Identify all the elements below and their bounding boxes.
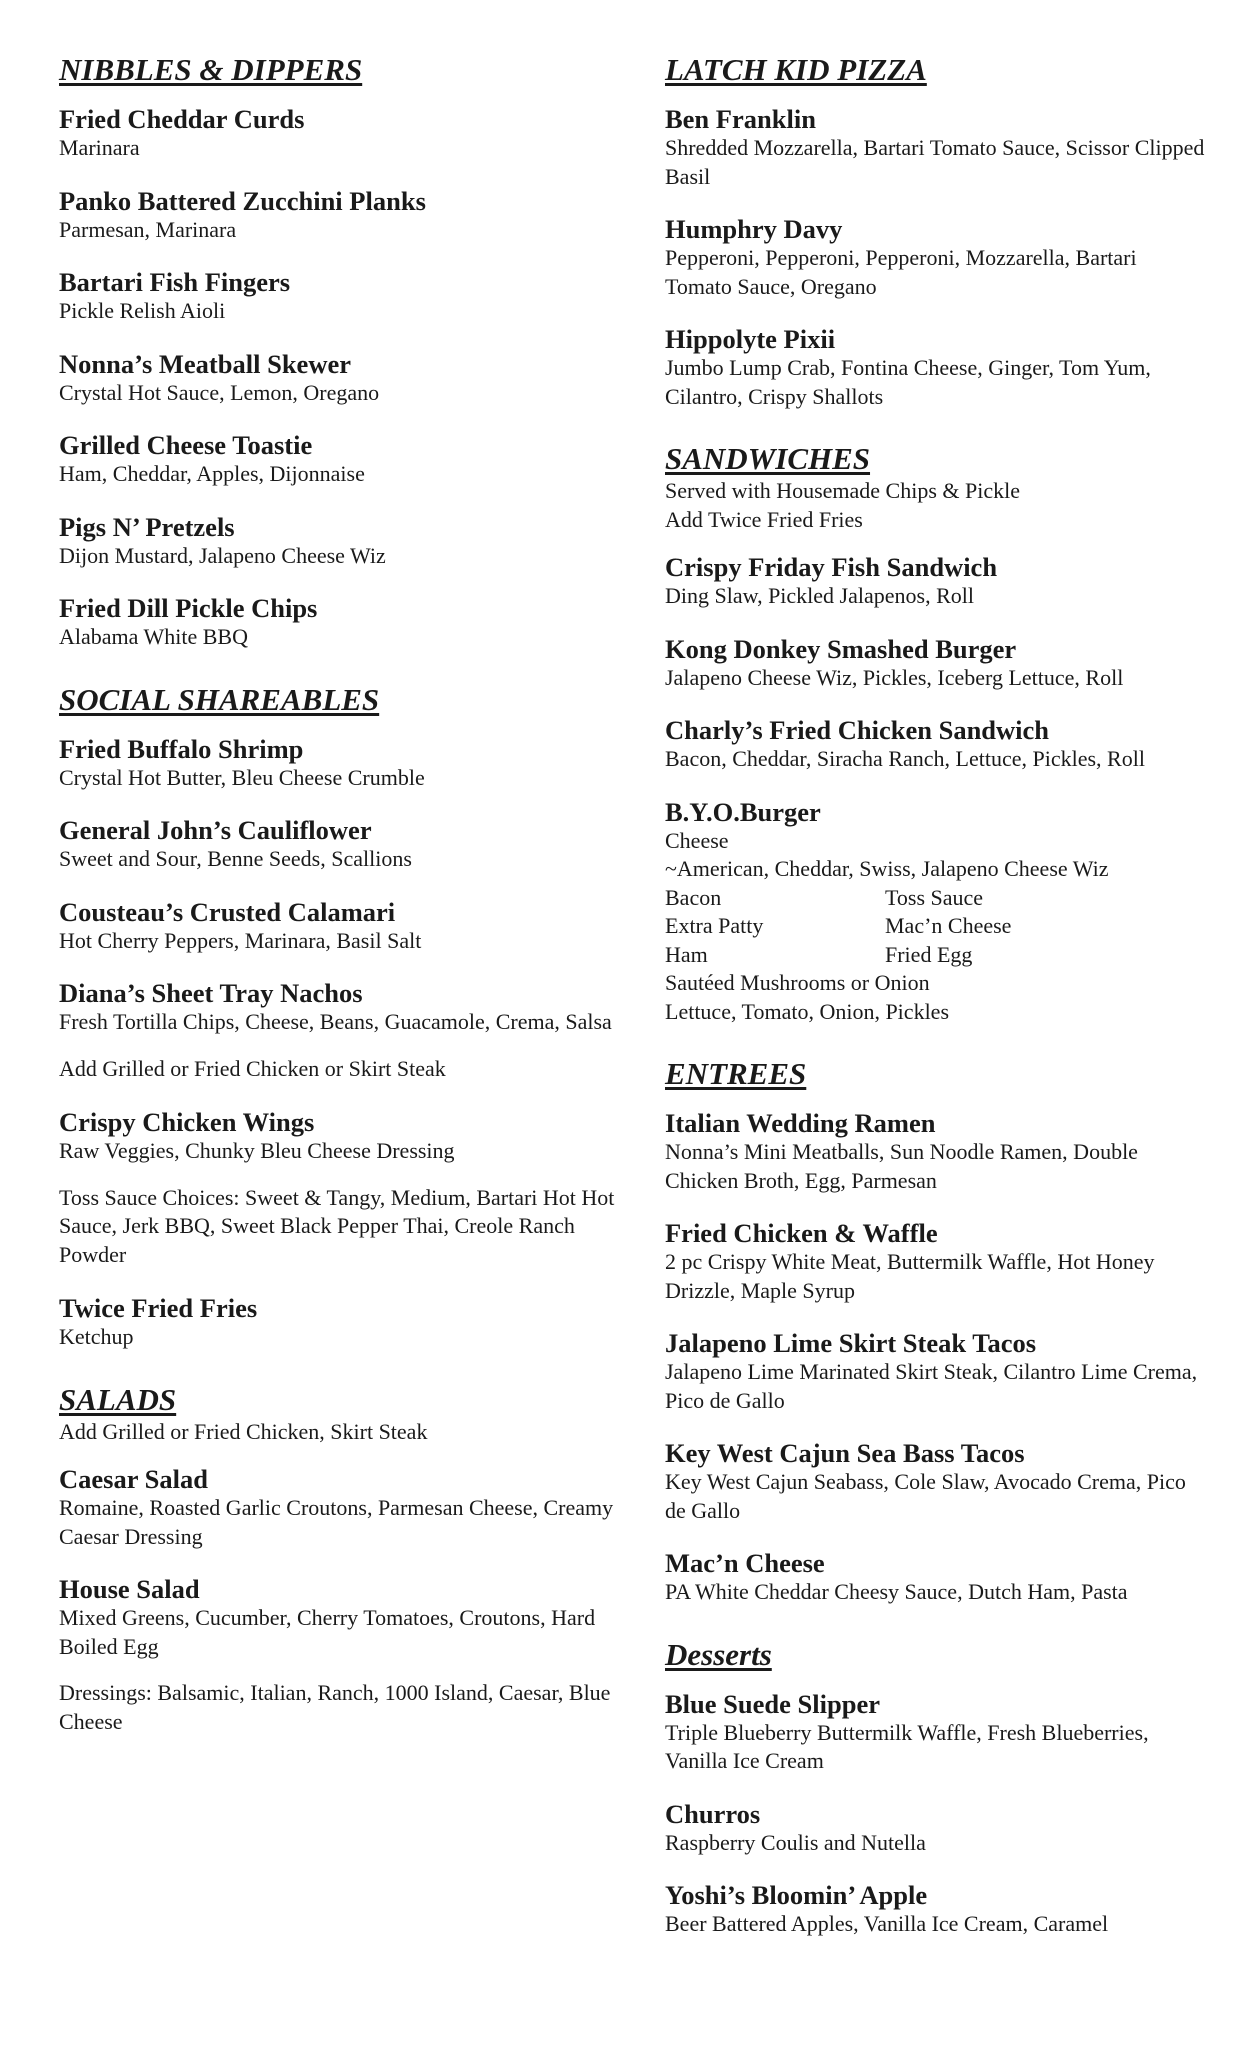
menu-item [665,1689,1205,1776]
section-title-sandwiches: SANDWICHES [665,441,871,476]
item-name: Cousteau’s Crusted Calamari [59,896,396,927]
byo-option: Bacon [665,884,722,910]
item-description: Triple Blueberry Buttermilk Waffle, Fresh Blueberries, Vanilla Ice Cream [665,1719,1149,1773]
item-name: Jalapeno Lime Skirt Steak Tacos [665,1328,1037,1358]
sandwiches-add-note: Add Twice Fried Fries [665,506,863,532]
menu-item [59,1293,619,1352]
item-description: Beer Battered Apples, Vanilla Ice Cream, Caramel [665,1911,1109,1936]
menu-item [59,267,619,326]
item-name: Mac’n Cheese [665,1548,825,1578]
section-title-desserts: Desserts [665,1636,772,1672]
item-description: Jalapeno Cheese Wiz, Pickles, Iceberg Lettuce, Roll [665,664,1124,690]
menu-item [665,1438,1205,1525]
menu-item [59,897,619,956]
menu-item [665,715,1205,774]
item-name: Charly’s Fried Chicken Sandwich [665,715,1050,745]
byo-option: Extra Patty [665,913,764,938]
section-title-social: SOCIAL SHAREABLES [59,681,380,717]
item-description: Mixed Greens, Cucumber, Cherry Tomatoes, Croutons, Hard Boiled Egg [59,1605,596,1659]
item-name: Pigs N’ Pretzels [59,511,235,542]
item-description: PA White Cheddar Cheesy Sauce, Dutch Ham, Pasta [665,1579,1128,1604]
item-description: Key West Cajun Seabass, Cole Slaw, Avocado Crema, Pico de Gallo [665,1469,1186,1523]
item-name: Nonna’s Meatball Skewer [59,348,351,379]
item-description: Hot Cherry Peppers, Marinara, Basil Salt [59,927,422,953]
item-description: Sweet and Sour, Benne Seeds, Scallions [59,846,412,871]
item-name: B.Y.O.Burger [665,796,821,827]
sandwiches-served-note: Served with Housemade Chips & Pickle [665,478,1021,503]
item-name: Yoshi’s Bloomin’ Apple [665,1880,928,1910]
menu-item [59,186,619,245]
item-name: Italian Wedding Ramen [665,1108,936,1138]
byo-toppings: Lettuce, Tomato, Onion, Pickles [665,998,950,1024]
item-description: Crystal Hot Butter, Bleu Cheese Crumble [59,764,425,790]
menu-item [59,1107,619,1166]
dressings-note: Dressings: Balsamic, Italian, Ranch, 1000 Island, Caesar, Blue Cheese [59,1680,611,1734]
right-column [665,52,1205,1962]
menu-item [665,214,1205,301]
byo-cheese-label: Cheese [665,827,729,853]
section-title-entrees: ENTREES [665,1056,807,1091]
item-name: Kong Donkey Smashed Burger [665,633,1017,664]
menu-item [59,593,619,652]
item-description: Romaine, Roasted Garlic Croutons, Parmesan Cheese, Creamy Caesar Dressing [59,1495,614,1549]
item-name: Key West Cajun Sea Bass Tacos [665,1438,1025,1468]
item-description: 2 pc Crispy White Meat, Buttermilk Waffle, Hot Honey Drizzle, Maple Syrup [665,1249,1155,1303]
item-description: Ketchup [59,1324,134,1349]
menu-item [59,978,619,1037]
salads-add-note: Add Grilled or Fried Chicken, Skirt Steak [59,1418,428,1444]
item-description: Dijon Mustard, Jalapeno Cheese Wiz [59,542,386,568]
byo-option: Toss Sauce [885,884,984,910]
menu-item [665,324,1205,411]
menu-item [665,104,1205,191]
item-name: Twice Fried Fries [59,1293,258,1323]
item-description: Shredded Mozzarella, Bartari Tomato Sauce, Scissor Clipped Basil [665,135,1205,189]
menu-item [59,349,619,408]
item-description: Pickle Relish Aioli [59,298,226,323]
byo-burger-item [665,797,1205,1027]
menu-item [665,1328,1205,1415]
item-name: Fried Dill Pickle Chips [59,593,318,623]
menu-item [665,1799,1205,1858]
item-description: Raw Veggies, Chunky Bleu Cheese Dressing [59,1138,455,1163]
item-description: Marinara [59,135,140,160]
item-name: Grilled Cheese Toastie [59,430,313,460]
item-description: Parmesan, Marinara [59,216,237,242]
section-title-pizza: LATCH KID PIZZA [665,52,927,87]
menu-item [59,734,619,793]
byo-options-grid [665,884,1205,970]
item-description: Ding Slaw, Pickled Jalapenos, Roll [665,583,974,608]
menu-item [59,1574,619,1661]
menu-item [59,104,619,163]
item-name: Bartari Fish Fingers [59,267,291,297]
item-description: Jalapeno Lime Marinated Skirt Steak, Cilantro Lime Crema, Pico de Gallo [665,1359,1198,1413]
menu-item [665,1108,1205,1195]
section-title-salads: SALADS [59,1381,177,1417]
item-name: Blue Suede Slipper [665,1688,880,1719]
byo-option: Mac’n Cheese [885,913,1012,938]
item-name: House Salad [59,1574,200,1604]
item-description: Ham, Cheddar, Apples, Dijonnaise [59,461,365,486]
item-name: Fried Buffalo Shrimp [59,733,304,764]
menu-item [59,1464,619,1551]
item-name: General John’s Cauliflower [59,815,372,845]
item-name: Caesar Salad [59,1464,208,1494]
item-name: Fried Chicken & Waffle [665,1218,938,1248]
item-description: Nonna’s Mini Meatballs, Sun Noodle Ramen, Double Chicken Broth, Egg, Parmesan [665,1139,1138,1193]
section-title-nibbles: NIBBLES & DIPPERS [59,52,363,87]
item-description: Jumbo Lump Crab, Fontina Cheese, Ginger, Tom Yum, Cilantro, Crispy Shallots [665,355,1151,409]
byo-option: Ham [665,941,708,967]
item-name: Ben Franklin [665,104,816,134]
menu-item [665,552,1205,611]
menu-item [665,634,1205,693]
nachos-add-note: Add Grilled or Fried Chicken or Skirt Steak [59,1055,446,1081]
menu-item [59,512,619,571]
menu-item [59,815,619,874]
menu-item [665,1218,1205,1305]
item-description: Pepperoni, Pepperoni, Pepperoni, Mozzarella, Bartari Tomato Sauce, Oregano [665,245,1137,299]
item-description: Raspberry Coulis and Nutella [665,1829,926,1855]
item-name: Crispy Friday Fish Sandwich [665,552,998,582]
item-name: Diana’s Sheet Tray Nachos [59,978,363,1008]
item-name: Hippolyte Pixii [665,324,836,354]
menu-item [59,430,619,489]
wings-sauce-note: Toss Sauce Choices: Sweet & Tangy, Medium, Bartari Hot Hot Sauce, Jerk BBQ, Sweet Black Pepper Thai, Creole Ranch Powder [59,1184,615,1267]
menu-item [665,1548,1205,1607]
item-name: Crispy Chicken Wings [59,1107,315,1137]
item-description: Crystal Hot Sauce, Lemon, Oregano [59,379,380,405]
item-description: Bacon, Cheddar, Siracha Ranch, Lettuce, Pickles, Roll [665,746,1145,771]
item-description: Alabama White BBQ [59,624,248,649]
item-name: Churros [665,1798,761,1829]
item-name: Fried Cheddar Curds [59,104,305,134]
item-name: Humphry Davy [665,214,843,244]
byo-cheese-options: ~American, Cheddar, Swiss, Jalapeno Cheese Wiz [665,856,1109,881]
left-column [59,52,619,1760]
byo-mushrooms: Sautéed Mushrooms or Onion [665,970,930,995]
item-description: Fresh Tortilla Chips, Cheese, Beans, Guacamole, Crema, Salsa [59,1009,612,1034]
byo-option: Fried Egg [885,941,973,967]
menu-item [665,1880,1205,1939]
item-name: Panko Battered Zucchini Planks [59,185,426,216]
